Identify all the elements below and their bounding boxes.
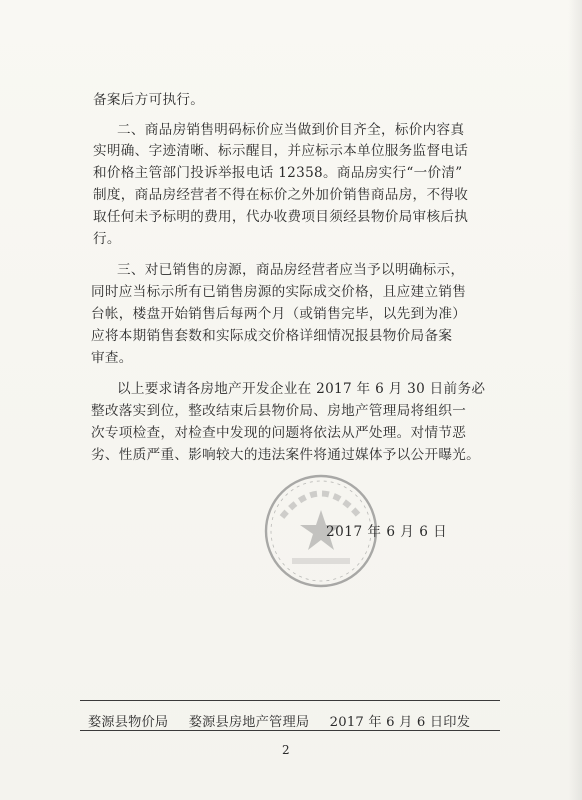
body-line-10: 台帐，楼盘开始销售后每两个月（或销售完毕，以先到为准） (91, 306, 467, 322)
body-line-15: 次专项检查，对检查中发现的问题将依法从严处理。对情节恶 (91, 425, 467, 441)
page-edge-shadow (568, 0, 582, 800)
footer-bottom-rule (80, 730, 500, 731)
body-line-9: 同时应当标示所有已销售房源的实际成交价格，且应建立销售 (91, 284, 467, 300)
body-line-3: 实明确、字迹清晰、标示醒目，并应标示本单位服务监督电话 (93, 143, 469, 159)
footer-top-rule (80, 700, 500, 701)
body-line-14: 整改落实到位，整改结束后县物价局、房地产管理局将组织一 (91, 403, 467, 419)
body-line-13: 以上要求请各房地产开发企业在 2017 年 6 月 30 日前务必 (117, 381, 486, 397)
footer-print-date: 2017 年 6 月 6 日印发 (329, 715, 471, 730)
body-line-8: 三、对已销售的房源，商品房经营者应当予以明确标示， (117, 262, 465, 278)
body-line-16: 劣、性质严重、影响较大的违法案件将通过媒体予以公开曝光。 (91, 447, 481, 463)
footer-issuers (88, 711, 486, 730)
body-line-5: 制度，商品房经营者不得在标价之外加价销售商品房，不得收 (93, 187, 469, 203)
body-line-11: 应将本期销售套数和实际成交价格详细情况报县物价局备案 (91, 328, 453, 344)
body-line-4: 和价格主管部门投诉举报电话 12358。商品房实行“一价清” (93, 165, 463, 181)
body-line-1: 备案后方可执行。 (93, 92, 205, 108)
body-line-7: 行。 (93, 231, 121, 247)
document-date: 2017 年 6 月 6 日 (326, 524, 448, 540)
body-line-12: 审查。 (91, 350, 133, 366)
body-line-6: 取任何未予标明的费用，代办收费项目须经县物价局审核后执 (93, 209, 469, 225)
page-number: 2 (282, 743, 290, 757)
footer-issuer-housing-bureau: 婺源县房地产管理局 (188, 715, 310, 730)
footer-issuer-price-bureau: 婺源县物价局 (88, 715, 169, 730)
body-line-2: 二、商品房销售明码标价应当做到价目齐全，标价内容真 (117, 122, 465, 138)
